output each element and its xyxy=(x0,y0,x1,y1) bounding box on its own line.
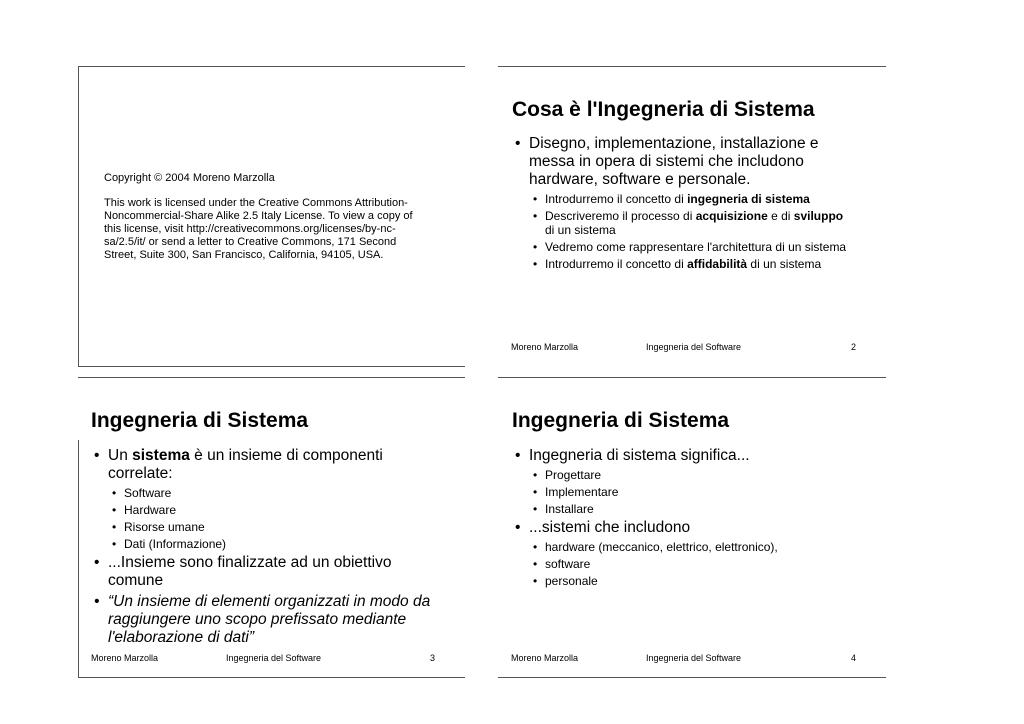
slide-bottom-border xyxy=(78,677,465,678)
slide-bottom-border xyxy=(78,366,465,367)
license-text: This work is licensed under the Creative Commons Attribution- Noncommercial-Share Alike 2.5 Italy License. To view a copy of this license, visit http://creativecommons.org/licenses/by-nc- sa/2.5/it/ or send a letter to Creative Commons, 171 Second Street, Suite 300, San Francisco, California, 94105, USA. xyxy=(104,197,413,261)
sub-bullet: • Descriveremo il processo di acquisizione e di sviluppo di un sistema xyxy=(514,209,864,237)
sub-bullet: • Progettare xyxy=(514,468,864,482)
slide-3 xyxy=(78,377,465,678)
sub-bullet: • personale xyxy=(514,574,864,588)
sub-bullet: • Dati (Informazione) xyxy=(93,537,443,551)
sub-bullet: • Introdurremo il concetto di affidabilità di un sistema xyxy=(514,257,864,271)
slide-top-border xyxy=(498,377,886,378)
sub-bullet: • Hardware xyxy=(93,503,443,517)
bullet-quote: • “Un insieme di elementi organizzati in modo da raggiungere uno scopo prefissato mediante l'elaborazione di dati” xyxy=(93,593,443,647)
sub-bullet: • Installare xyxy=(514,502,864,516)
copyright-block xyxy=(104,172,444,274)
footer-course: Ingegneria del Software xyxy=(646,653,742,663)
footer-page-number: 4 xyxy=(851,653,857,663)
bullet-main: • Ingegneria di sistema significa... xyxy=(514,447,864,465)
slide-top-border xyxy=(78,377,465,378)
sub-bullet: • Software xyxy=(93,486,443,500)
sub-bullet: • Vedremo come rappresentare l'architettura di un sistema xyxy=(514,240,864,254)
bullet-main: • ...sistemi che includono xyxy=(514,519,864,537)
sub-bullet: • Implementare xyxy=(514,485,864,499)
footer-author: Moreno Marzolla xyxy=(91,653,159,663)
slide-title: Cosa è l'Ingegneria di Sistema xyxy=(512,98,815,121)
copyright-notice: Copyright © 2004 Moreno Marzolla xyxy=(104,172,275,184)
bullet-main: • Disegno, implementazione, installazione e messa in opera di sistemi che includono hardware, software e personale. xyxy=(514,135,864,189)
slide-content xyxy=(514,135,864,274)
sub-bullet: • hardware (meccanico, elettrico, elettronico), xyxy=(514,540,864,554)
slide-bottom-border xyxy=(498,677,886,678)
footer-page-number: 2 xyxy=(851,342,857,352)
sub-bullet: • Introdurremo il concetto di ingegneria di sistema xyxy=(514,192,864,206)
footer-author: Moreno Marzolla xyxy=(511,342,579,352)
sub-bullet: • Risorse umane xyxy=(93,520,443,534)
slide-top-border xyxy=(78,66,465,67)
footer-page-number: 3 xyxy=(430,653,436,663)
slide-title: Ingegneria di Sistema xyxy=(91,409,309,432)
footer-course: Ingegneria del Software xyxy=(646,342,742,352)
footer-author: Moreno Marzolla xyxy=(511,653,579,663)
slide-title: Ingegneria di Sistema xyxy=(512,409,730,432)
slide-top-border xyxy=(498,66,886,67)
slide-content xyxy=(514,447,864,591)
sub-bullet: • software xyxy=(514,557,864,571)
slide-left-border xyxy=(78,66,79,367)
bullet-main: • Un sistema è un insieme di componenti correlate: xyxy=(93,447,443,483)
slide-left-border xyxy=(78,440,79,678)
bullet-main: • ...Insieme sono finalizzate ad un obiettivo comune xyxy=(93,554,443,590)
slide-content xyxy=(93,447,443,650)
footer-course: Ingegneria del Software xyxy=(226,653,322,663)
slide-4 xyxy=(498,377,886,678)
slide-2 xyxy=(498,66,886,367)
slide-1-copyright xyxy=(78,66,465,367)
